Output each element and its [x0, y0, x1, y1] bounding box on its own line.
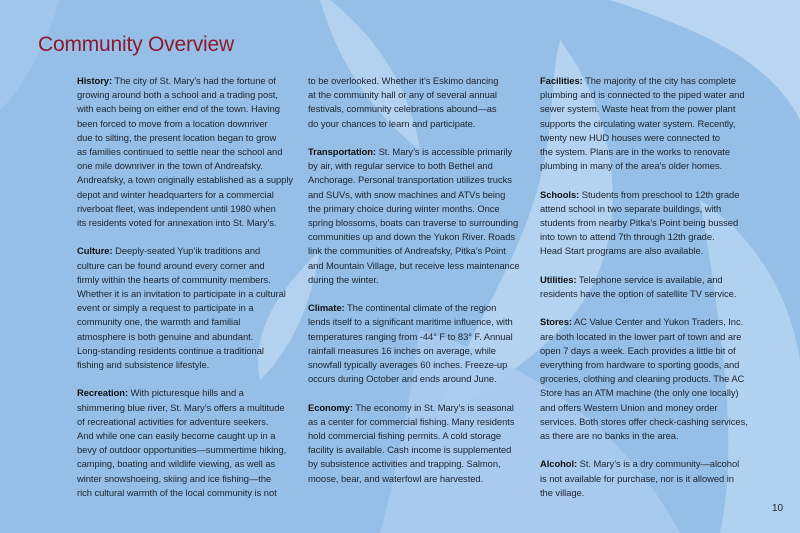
- text-line: [77, 330, 309, 344]
- line-text: sewer system. Waste heat from the power plant: [540, 103, 736, 115]
- text-line: [77, 159, 309, 173]
- line-text: Anchorage. Personal transportation utilizes trucks: [308, 174, 512, 186]
- line-text: Telephone service is available, and: [576, 273, 723, 285]
- text-line: [77, 415, 309, 429]
- text-line: [540, 457, 772, 471]
- line-text: everything from hardware to sporting goods, and: [540, 359, 740, 371]
- text-line: [77, 301, 309, 315]
- line-text: by air, with regular service to both Bethel and: [308, 160, 493, 172]
- column-1: [77, 74, 309, 514]
- text-line: [308, 372, 540, 386]
- text-line: [77, 486, 309, 500]
- text-line: [77, 472, 309, 486]
- text-line: [308, 188, 540, 202]
- text-line: [77, 117, 309, 131]
- text-line: [308, 230, 540, 244]
- text-line: [77, 131, 309, 145]
- section-label: Culture:: [77, 245, 113, 257]
- text-line: [540, 216, 772, 230]
- section-label: Facilities:: [540, 75, 583, 86]
- paragraph: [308, 301, 540, 386]
- line-text: occurs during October and ends around June.: [308, 373, 497, 385]
- paragraph: [308, 401, 540, 486]
- text-line: [308, 173, 540, 187]
- section-label: Stores:: [540, 316, 572, 328]
- text-line: [308, 273, 540, 287]
- line-text: St. Mary’s is a dry community—alcohol: [577, 458, 740, 470]
- text-line: [77, 88, 309, 102]
- line-text: snowfall typically averages 60 inches. Freeze-up: [308, 359, 508, 371]
- line-text: temperatures ranging from -44° F to 83° F. Annual: [308, 330, 513, 342]
- section-label: Schools:: [540, 188, 580, 200]
- line-text: facility is available. Cash income is supplemented: [308, 444, 512, 456]
- text-line: [540, 202, 772, 216]
- line-text: one mile downriver in the town of Andreafsky.: [77, 160, 263, 172]
- paragraph: [77, 74, 309, 230]
- text-line: [308, 472, 540, 486]
- text-line: [540, 429, 772, 443]
- line-text: plumbing in many of the area’s older homes.: [540, 160, 723, 172]
- line-text: culture can be found around every corner and: [77, 259, 265, 271]
- paragraph: [540, 273, 772, 301]
- line-text: bevy of outdoor opportunities—summertime hiking,: [77, 444, 287, 456]
- line-text: its residents voted for annexation into St. Mary’s.: [77, 217, 277, 229]
- text-line: [77, 244, 309, 258]
- line-text: Long-standing residents continue a traditional: [77, 344, 264, 356]
- line-text: The majority of the city has complete: [582, 75, 736, 86]
- text-line: [77, 358, 309, 372]
- text-line: [77, 386, 309, 400]
- text-line: [540, 273, 772, 287]
- line-text: rainfall measures 16 inches on average, while: [308, 344, 496, 356]
- line-text: is not available for purchase, nor is it allowed in: [540, 472, 734, 484]
- section-label: Recreation:: [77, 387, 129, 399]
- text-line: [308, 117, 540, 131]
- paragraph: [77, 244, 309, 372]
- paragraph: [540, 457, 772, 500]
- text-line: [540, 131, 772, 145]
- line-text: the primary choice during winter months. Once: [308, 202, 500, 214]
- line-text: hold commercial fishing permits. A cold storage: [308, 430, 502, 442]
- column-3: [540, 74, 772, 514]
- line-text: during the winter.: [308, 273, 379, 285]
- line-text: twenty new HUD houses were connected to: [540, 131, 720, 143]
- text-line: [308, 415, 540, 429]
- text-line: [77, 173, 309, 187]
- line-text: The continental climate of the region: [344, 302, 497, 314]
- text-line: [308, 358, 540, 372]
- paragraph: [77, 386, 309, 500]
- text-line: [308, 145, 540, 159]
- line-text: and SUVs, with snow machines and ATVs being: [308, 188, 506, 200]
- column-2: [308, 74, 540, 500]
- line-text: The city of St. Mary’s had the fortune of: [112, 75, 276, 86]
- text-line: [308, 216, 540, 230]
- text-line: [308, 344, 540, 358]
- line-text: moose, bear, and waterfowl are harvested.: [308, 472, 484, 484]
- text-line: [77, 259, 309, 273]
- line-text: With picturesque hills and a: [128, 387, 244, 399]
- line-text: communities up and down the Yukon River. Roads: [308, 231, 516, 243]
- line-text: been forced to move from a location downriver: [77, 117, 268, 129]
- text-line: [308, 74, 540, 88]
- line-text: fishing and subsistence lifestyle.: [77, 359, 210, 371]
- line-text: students from nearby Pitka’s Point being bussed: [540, 217, 739, 229]
- section-label: Alcohol:: [540, 458, 578, 470]
- text-line: [77, 145, 309, 159]
- text-line: [308, 244, 540, 258]
- text-line: [308, 259, 540, 273]
- line-text: lends itself to a significant maritime influence, with: [308, 316, 513, 328]
- text-line: [77, 273, 309, 287]
- text-line: [77, 344, 309, 358]
- text-line: [540, 188, 772, 202]
- text-line: [540, 358, 772, 372]
- line-text: as a center for commercial fishing. Many residents: [308, 415, 515, 427]
- text-line: [77, 287, 309, 301]
- line-text: And while one can easily become caught up in a: [77, 430, 276, 442]
- line-text: riverboat fleet, was independent until 1980 when: [77, 202, 276, 214]
- paragraph: [540, 315, 772, 443]
- line-text: to be overlooked. Whether it’s Eskimo dancing: [308, 75, 499, 86]
- line-text: open 7 days a week. Each provides a little bit of: [540, 344, 736, 356]
- text-line: [540, 415, 772, 429]
- line-text: residents have the option of satellite TV service.: [540, 288, 737, 300]
- line-text: festivals, community celebrations abound—as: [308, 103, 497, 115]
- line-text: of recreational activities for adventure seekers.: [77, 415, 269, 427]
- line-text: rich cultural warmth of the local community is not: [77, 486, 277, 498]
- paragraph: [540, 188, 772, 259]
- page-number: 10: [772, 503, 784, 514]
- text-line: [308, 202, 540, 216]
- line-text: shimmering blue river, St. Mary’s offers a multitude: [77, 401, 285, 413]
- text-line: [540, 102, 772, 116]
- line-text: depot and winter headquarters for a commercial: [77, 188, 274, 200]
- text-line: [308, 429, 540, 443]
- line-text: AC Value Center and Yukon Traders, Inc.: [571, 316, 744, 328]
- text-line: [540, 315, 772, 329]
- line-text: community one, the warmth and familial: [77, 316, 241, 328]
- text-line: [540, 287, 772, 301]
- text-line: [540, 386, 772, 400]
- line-text: Whether it is an invitation to participate in a cultural: [77, 288, 286, 300]
- text-line: [77, 429, 309, 443]
- line-text: at the community hall or any of several annual: [308, 89, 497, 101]
- line-text: event or simply a request to participate in a: [77, 302, 254, 314]
- section-label: Utilities:: [540, 273, 577, 285]
- text-line: [77, 315, 309, 329]
- line-text: the system. Plans are in the works to renovate: [540, 146, 730, 158]
- line-text: Students from preschool to 12th grade: [579, 188, 740, 200]
- text-line: [540, 145, 772, 159]
- line-text: spring blossoms, boats can traverse to surrounding: [308, 217, 519, 229]
- section-label: Transportation:: [308, 146, 377, 157]
- line-text: are both located in the lower part of town and are: [540, 330, 742, 342]
- line-text: winter snowshoeing, skiing and ice fishing—the: [77, 472, 272, 484]
- section-label: Climate:: [308, 302, 345, 314]
- line-text: St. Mary’s is accessible primarily: [376, 146, 513, 157]
- text-line: [77, 102, 309, 116]
- text-line: [77, 188, 309, 202]
- line-text: firmly within the hearts of community members.: [77, 273, 271, 285]
- line-text: as there are no banks in the area.: [540, 430, 679, 442]
- text-line: [540, 486, 772, 500]
- line-text: plumbing and is connected to the piped water and: [540, 89, 745, 101]
- text-line: [540, 330, 772, 344]
- line-text: do your chances to learn and participate.: [308, 117, 476, 129]
- line-text: as families continued to settle near the school and: [77, 146, 283, 158]
- text-line: [540, 244, 772, 258]
- text-line: [77, 401, 309, 415]
- text-line: [77, 457, 309, 471]
- line-text: supports the circulating water system. Recently,: [540, 117, 736, 129]
- text-line: [308, 457, 540, 471]
- text-line: [77, 202, 309, 216]
- line-text: link the communities of Andreafsky, Pitka’s Point: [308, 245, 506, 257]
- line-text: services. Both stores offer check-cashing services,: [540, 415, 748, 427]
- line-text: into town to attend 7th through 12th grade.: [540, 231, 715, 243]
- text-line: [540, 401, 772, 415]
- line-text: Andreafsky, a town originally established as a supply: [77, 174, 294, 186]
- text-line: [308, 443, 540, 457]
- line-text: the village.: [540, 486, 585, 498]
- line-text: with each being on either end of the town. Having: [77, 103, 280, 115]
- text-line: [540, 74, 772, 88]
- line-text: atmosphere is both genuine and abundant.: [77, 330, 254, 342]
- paragraph: [540, 74, 772, 173]
- line-text: attend school in two separate buildings, with: [540, 202, 722, 214]
- line-text: due to silting, the present location began to grow: [77, 131, 277, 143]
- text-line: [540, 230, 772, 244]
- text-line: [540, 472, 772, 486]
- text-line: [77, 443, 309, 457]
- line-text: Head Start programs are also available.: [540, 245, 704, 257]
- text-line: [77, 216, 309, 230]
- text-line: [308, 330, 540, 344]
- text-line: [308, 159, 540, 173]
- text-line: [540, 117, 772, 131]
- line-text: Deeply-seated Yup’ik traditions and: [112, 245, 261, 257]
- paragraph: [308, 145, 540, 287]
- line-text: by subsistence activities and trapping. Salmon,: [308, 458, 501, 470]
- text-line: [540, 372, 772, 386]
- text-line: [308, 102, 540, 116]
- line-text: groceries, clothing and cleaning products. The AC: [540, 373, 745, 385]
- text-line: [308, 301, 540, 315]
- line-text: and Mountain Village, but receive less maintenance: [308, 259, 520, 271]
- text-line: [308, 401, 540, 415]
- text-line: [540, 159, 772, 173]
- section-label: History:: [77, 75, 113, 86]
- line-text: Store has an ATM machine (the only one locally): [540, 387, 739, 399]
- text-line: [77, 74, 309, 88]
- text-line: [540, 344, 772, 358]
- line-text: growing around both a school and a trading post,: [77, 89, 278, 101]
- line-text: camping, boating and wildlife viewing, as well as: [77, 458, 276, 470]
- text-line: [308, 315, 540, 329]
- line-text: and offers Western Union and money order: [540, 401, 718, 413]
- page-title: Community Overview: [38, 33, 234, 56]
- text-line: [540, 88, 772, 102]
- section-label: Economy:: [308, 401, 353, 413]
- paragraph: [308, 74, 540, 131]
- text-line: [308, 88, 540, 102]
- line-text: The economy in St. Mary’s is seasonal: [352, 401, 514, 413]
